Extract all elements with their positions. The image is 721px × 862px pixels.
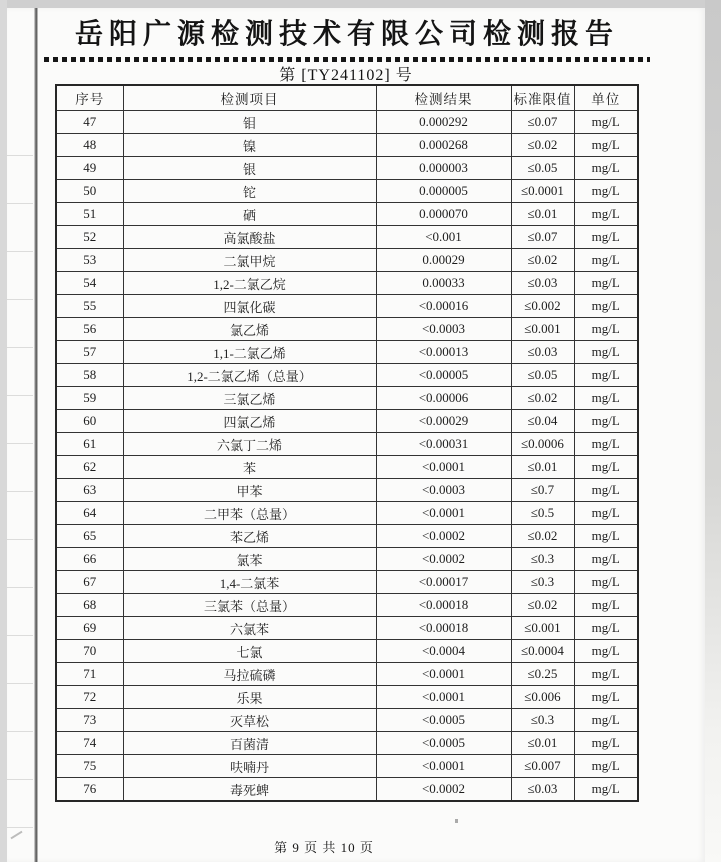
cell-seq: 73 [56, 709, 123, 732]
cell-item: 七氯 [123, 640, 376, 663]
cell-limit: ≤0.03 [511, 778, 574, 802]
cell-limit: ≤0.0006 [511, 433, 574, 456]
cell-limit: ≤0.07 [511, 111, 574, 134]
results-table-body [56, 111, 638, 802]
table-row [56, 778, 638, 802]
cell-seq: 50 [56, 180, 123, 203]
cell-limit: ≤0.25 [511, 663, 574, 686]
cell-unit: mg/L [574, 617, 638, 640]
table-row [56, 571, 638, 594]
table-row [56, 226, 638, 249]
cell-limit: ≤0.03 [511, 272, 574, 295]
cell-limit: ≤0.007 [511, 755, 574, 778]
table-row [56, 157, 638, 180]
table-row [56, 318, 638, 341]
cell-item: 六氯丁二烯 [123, 433, 376, 456]
cell-unit: mg/L [574, 571, 638, 594]
cell-item: 1,1-二氯乙烯 [123, 341, 376, 364]
cell-unit: mg/L [574, 364, 638, 387]
cell-unit: mg/L [574, 525, 638, 548]
cell-result: <0.0003 [376, 318, 511, 341]
page-footer: 第 9 页 共 10 页 [274, 840, 374, 855]
cell-seq: 47 [56, 111, 123, 134]
cell-seq: 49 [56, 157, 123, 180]
report-title: 岳阳广源检测技术有限公司检测报告 [74, 18, 619, 49]
cell-item: 苯 [123, 456, 376, 479]
cell-seq: 48 [56, 134, 123, 157]
cell-limit: ≤0.04 [511, 410, 574, 433]
cell-result: 0.000268 [376, 134, 511, 157]
cell-item: 四氯乙烯 [123, 410, 376, 433]
scanner-bed-top [0, 0, 721, 8]
table-row [56, 663, 638, 686]
cell-limit: ≤0.03 [511, 341, 574, 364]
cell-limit: ≤0.3 [511, 571, 574, 594]
cell-result: <0.0001 [376, 686, 511, 709]
cell-item: 1,2-二氯乙烷 [123, 272, 376, 295]
cell-limit: ≤0.0001 [511, 180, 574, 203]
cell-unit: mg/L [574, 594, 638, 617]
cell-item: 三氯乙烯 [123, 387, 376, 410]
cell-item: 高氯酸盐 [123, 226, 376, 249]
cell-limit: ≤0.05 [511, 364, 574, 387]
cell-limit: ≤0.5 [511, 502, 574, 525]
cell-unit: mg/L [574, 548, 638, 571]
cell-item: 镍 [123, 134, 376, 157]
cell-seq: 64 [56, 502, 123, 525]
cell-result: <0.0005 [376, 709, 511, 732]
cell-result: <0.0002 [376, 525, 511, 548]
column-header-item: 检测项目 [123, 85, 376, 111]
cell-unit: mg/L [574, 709, 638, 732]
table-row [56, 111, 638, 134]
cell-item: 百菌清 [123, 732, 376, 755]
cell-item: 氯乙烯 [123, 318, 376, 341]
cell-seq: 69 [56, 617, 123, 640]
cell-limit: ≤0.05 [511, 157, 574, 180]
cell-unit: mg/L [574, 686, 638, 709]
table-row [56, 479, 638, 502]
cell-limit: ≤0.02 [511, 594, 574, 617]
cell-result: <0.00016 [376, 295, 511, 318]
report-number: 第 [TY241102] 号 [279, 67, 413, 84]
cell-limit: ≤0.01 [511, 732, 574, 755]
cell-unit: mg/L [574, 778, 638, 802]
table-row [56, 203, 638, 226]
table-row [56, 433, 638, 456]
cell-seq: 54 [56, 272, 123, 295]
cell-seq: 63 [56, 479, 123, 502]
cell-unit: mg/L [574, 203, 638, 226]
cell-result: <0.0001 [376, 456, 511, 479]
cell-result: <0.0001 [376, 663, 511, 686]
cell-unit: mg/L [574, 272, 638, 295]
cell-item: 二氯甲烷 [123, 249, 376, 272]
cell-limit: ≤0.0004 [511, 640, 574, 663]
cell-seq: 61 [56, 433, 123, 456]
table-row [56, 502, 638, 525]
cell-limit: ≤0.07 [511, 226, 574, 249]
cell-result: 0.000292 [376, 111, 511, 134]
cell-limit: ≤0.3 [511, 548, 574, 571]
column-header-unit: 单位 [574, 85, 638, 111]
scan-artifact [455, 819, 458, 823]
cell-unit: mg/L [574, 111, 638, 134]
cell-seq: 51 [56, 203, 123, 226]
cell-item: 二甲苯（总量） [123, 502, 376, 525]
cell-seq: 59 [56, 387, 123, 410]
cell-seq: 65 [56, 525, 123, 548]
cell-item: 1,2-二氯乙烯（总量） [123, 364, 376, 387]
cell-result: <0.00017 [376, 571, 511, 594]
cell-seq: 68 [56, 594, 123, 617]
cell-limit: ≤0.02 [511, 134, 574, 157]
table-row [56, 272, 638, 295]
cell-result: 0.00033 [376, 272, 511, 295]
cell-result: <0.00029 [376, 410, 511, 433]
cell-limit: ≤0.02 [511, 387, 574, 410]
cell-item: 灭草松 [123, 709, 376, 732]
table-row [56, 732, 638, 755]
cell-unit: mg/L [574, 732, 638, 755]
cell-result: <0.0002 [376, 778, 511, 802]
cell-unit: mg/L [574, 134, 638, 157]
table-row [56, 686, 638, 709]
cell-unit: mg/L [574, 640, 638, 663]
table-row [56, 387, 638, 410]
cell-limit: ≤0.001 [511, 617, 574, 640]
cell-unit: mg/L [574, 479, 638, 502]
table-row [56, 456, 638, 479]
table-row [56, 617, 638, 640]
cell-limit: ≤0.02 [511, 249, 574, 272]
column-header-limit: 标准限值 [511, 85, 574, 111]
cell-limit: ≤0.01 [511, 203, 574, 226]
cell-limit: ≤0.3 [511, 709, 574, 732]
column-header-result: 检测结果 [376, 85, 511, 111]
table-row [56, 180, 638, 203]
cell-item: 铊 [123, 180, 376, 203]
cell-limit: ≤0.02 [511, 525, 574, 548]
cell-seq: 62 [56, 456, 123, 479]
cell-item: 硒 [123, 203, 376, 226]
cell-result: 0.000003 [376, 157, 511, 180]
column-header-seq: 序号 [56, 85, 123, 111]
cell-unit: mg/L [574, 295, 638, 318]
table-row [56, 709, 638, 732]
cell-unit: mg/L [574, 249, 638, 272]
cell-seq: 55 [56, 295, 123, 318]
cell-seq: 74 [56, 732, 123, 755]
cell-item: 六氯苯 [123, 617, 376, 640]
cell-seq: 53 [56, 249, 123, 272]
cell-unit: mg/L [574, 226, 638, 249]
cell-seq: 67 [56, 571, 123, 594]
cell-unit: mg/L [574, 456, 638, 479]
margin-ruled-line-ghosts [7, 108, 33, 858]
table-row [56, 134, 638, 157]
cell-unit: mg/L [574, 410, 638, 433]
cell-seq: 75 [56, 755, 123, 778]
cell-seq: 58 [56, 364, 123, 387]
cell-seq: 70 [56, 640, 123, 663]
cell-unit: mg/L [574, 318, 638, 341]
table-row [56, 341, 638, 364]
table-row [56, 525, 638, 548]
table-row [56, 364, 638, 387]
cell-limit: ≤0.002 [511, 295, 574, 318]
cell-seq: 72 [56, 686, 123, 709]
cell-limit: ≤0.01 [511, 456, 574, 479]
table-row [56, 594, 638, 617]
table-header-row [56, 85, 638, 111]
cell-item: 乐果 [123, 686, 376, 709]
cell-seq: 56 [56, 318, 123, 341]
cell-seq: 71 [56, 663, 123, 686]
table-row [56, 548, 638, 571]
cell-result: <0.001 [376, 226, 511, 249]
table-row [56, 410, 638, 433]
table-row [56, 249, 638, 272]
table-row [56, 755, 638, 778]
table-row [56, 640, 638, 663]
cell-item: 马拉硫磷 [123, 663, 376, 686]
cell-item: 钼 [123, 111, 376, 134]
page-edge-shadow [34, 8, 38, 862]
cell-result: 0.000070 [376, 203, 511, 226]
cell-unit: mg/L [574, 157, 638, 180]
cell-item: 甲苯 [123, 479, 376, 502]
cell-item: 银 [123, 157, 376, 180]
cell-result: <0.0001 [376, 502, 511, 525]
cell-result: <0.0005 [376, 732, 511, 755]
cell-item: 苯乙烯 [123, 525, 376, 548]
cell-result: <0.0003 [376, 479, 511, 502]
cell-limit: ≤0.006 [511, 686, 574, 709]
cell-result: <0.0004 [376, 640, 511, 663]
scanner-bed-right [705, 0, 721, 862]
cell-item: 四氯化碳 [123, 295, 376, 318]
cell-result: <0.00018 [376, 617, 511, 640]
cell-seq: 57 [56, 341, 123, 364]
cell-unit: mg/L [574, 663, 638, 686]
cell-result: 0.00029 [376, 249, 511, 272]
cell-result: <0.00013 [376, 341, 511, 364]
cell-result: <0.00031 [376, 433, 511, 456]
cell-result: <0.00005 [376, 364, 511, 387]
cell-unit: mg/L [574, 502, 638, 525]
scanner-bed-left [0, 0, 7, 862]
report-page [7, 8, 705, 862]
cell-seq: 52 [56, 226, 123, 249]
table-row [56, 295, 638, 318]
cell-item: 呋喃丹 [123, 755, 376, 778]
cell-seq: 66 [56, 548, 123, 571]
cell-result: <0.00006 [376, 387, 511, 410]
cell-unit: mg/L [574, 180, 638, 203]
cell-limit: ≤0.001 [511, 318, 574, 341]
cell-item: 氯苯 [123, 548, 376, 571]
cell-item: 1,4-二氯苯 [123, 571, 376, 594]
cell-unit: mg/L [574, 387, 638, 410]
cell-result: 0.000005 [376, 180, 511, 203]
cell-item: 毒死蜱 [123, 778, 376, 802]
cell-result: <0.00018 [376, 594, 511, 617]
cell-unit: mg/L [574, 755, 638, 778]
cell-limit: ≤0.7 [511, 479, 574, 502]
cell-seq: 76 [56, 778, 123, 802]
cell-unit: mg/L [574, 433, 638, 456]
cell-item: 三氯苯（总量） [123, 594, 376, 617]
cell-result: <0.0001 [376, 755, 511, 778]
cell-seq: 60 [56, 410, 123, 433]
cell-result: <0.0002 [376, 548, 511, 571]
results-table [55, 84, 639, 802]
cell-unit: mg/L [574, 341, 638, 364]
